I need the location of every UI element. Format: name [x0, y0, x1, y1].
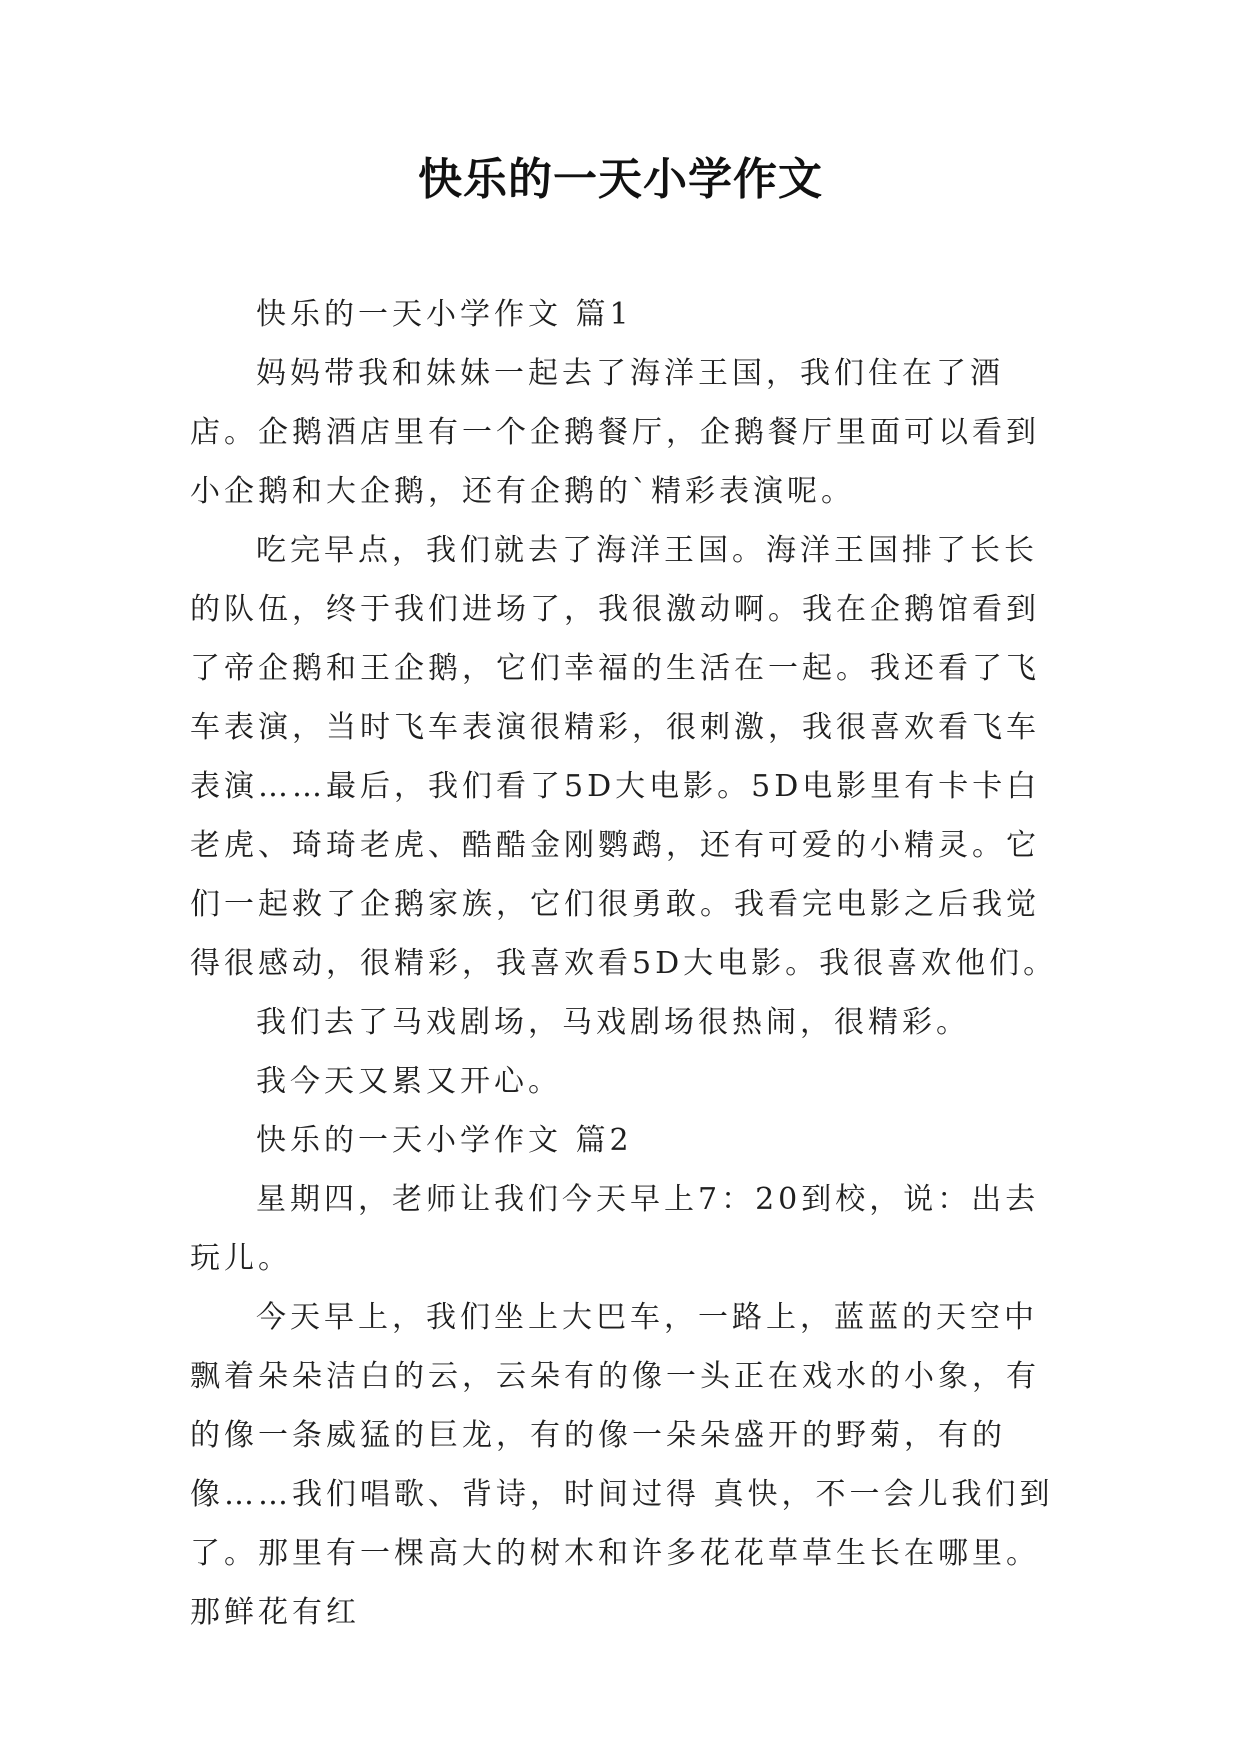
paragraph: 我今天又累又开心。	[256, 1064, 562, 1099]
document-body	[190, 285, 1070, 1642]
paragraph: 吃完早点，我们就去了海洋王国。海洋王国排了长长的队伍，终于我们进场了，我很激动啊。我在企鹅馆看到了帝企鹅和王企鹅，它们幸福的生活在一起。我还看了飞车表演，当时飞车表演很精彩，很刺激，我很喜欢看飞车表演……最后，我们看了5D大电影。5D电影里有卡卡白老虎、琦琦老虎、酷酷金刚鹦鹉，还有可爱的小精灵。它们一起救了企鹅家族，它们很勇敢。我看完电影之后我觉得很感动，很精彩，我喜欢看5D大电影。我很喜欢他们。	[190, 533, 1058, 981]
paragraph: 星期四，老师让我们今天早上7：20到校，说：出去玩儿。	[190, 1182, 1040, 1276]
document-title: 快乐的一天小学作文	[418, 154, 823, 205]
paragraph: 我们去了马戏剧场，马戏剧场很热闹，很精彩。	[256, 1005, 970, 1040]
paragraph: 妈妈带我和妹妹一起去了海洋王国，我们住在了酒店。企鹅酒店里有一个企鹅餐厅，企鹅餐厅里面可以看到小企鹅和大企鹅，还有企鹅的`精彩表演呢。	[190, 356, 1040, 509]
section-heading-2: 快乐的一天小学作文 篇2	[256, 1123, 633, 1158]
paragraph: 今天早上，我们坐上大巴车，一路上，蓝蓝的天空中飘着朵朵洁白的云，云朵有的像一头正在戏水的小象，有的像一条威猛的巨龙，有的像一朵朵盛开的野菊，有的像……我们唱歌、背诗，时间过得 真快，不一会儿我们到了。那里有一棵高大的树木和许多花花草草生长在哪里。那鲜花有红	[190, 1300, 1054, 1630]
section-heading-1: 快乐的一天小学作文 篇1	[256, 297, 633, 332]
